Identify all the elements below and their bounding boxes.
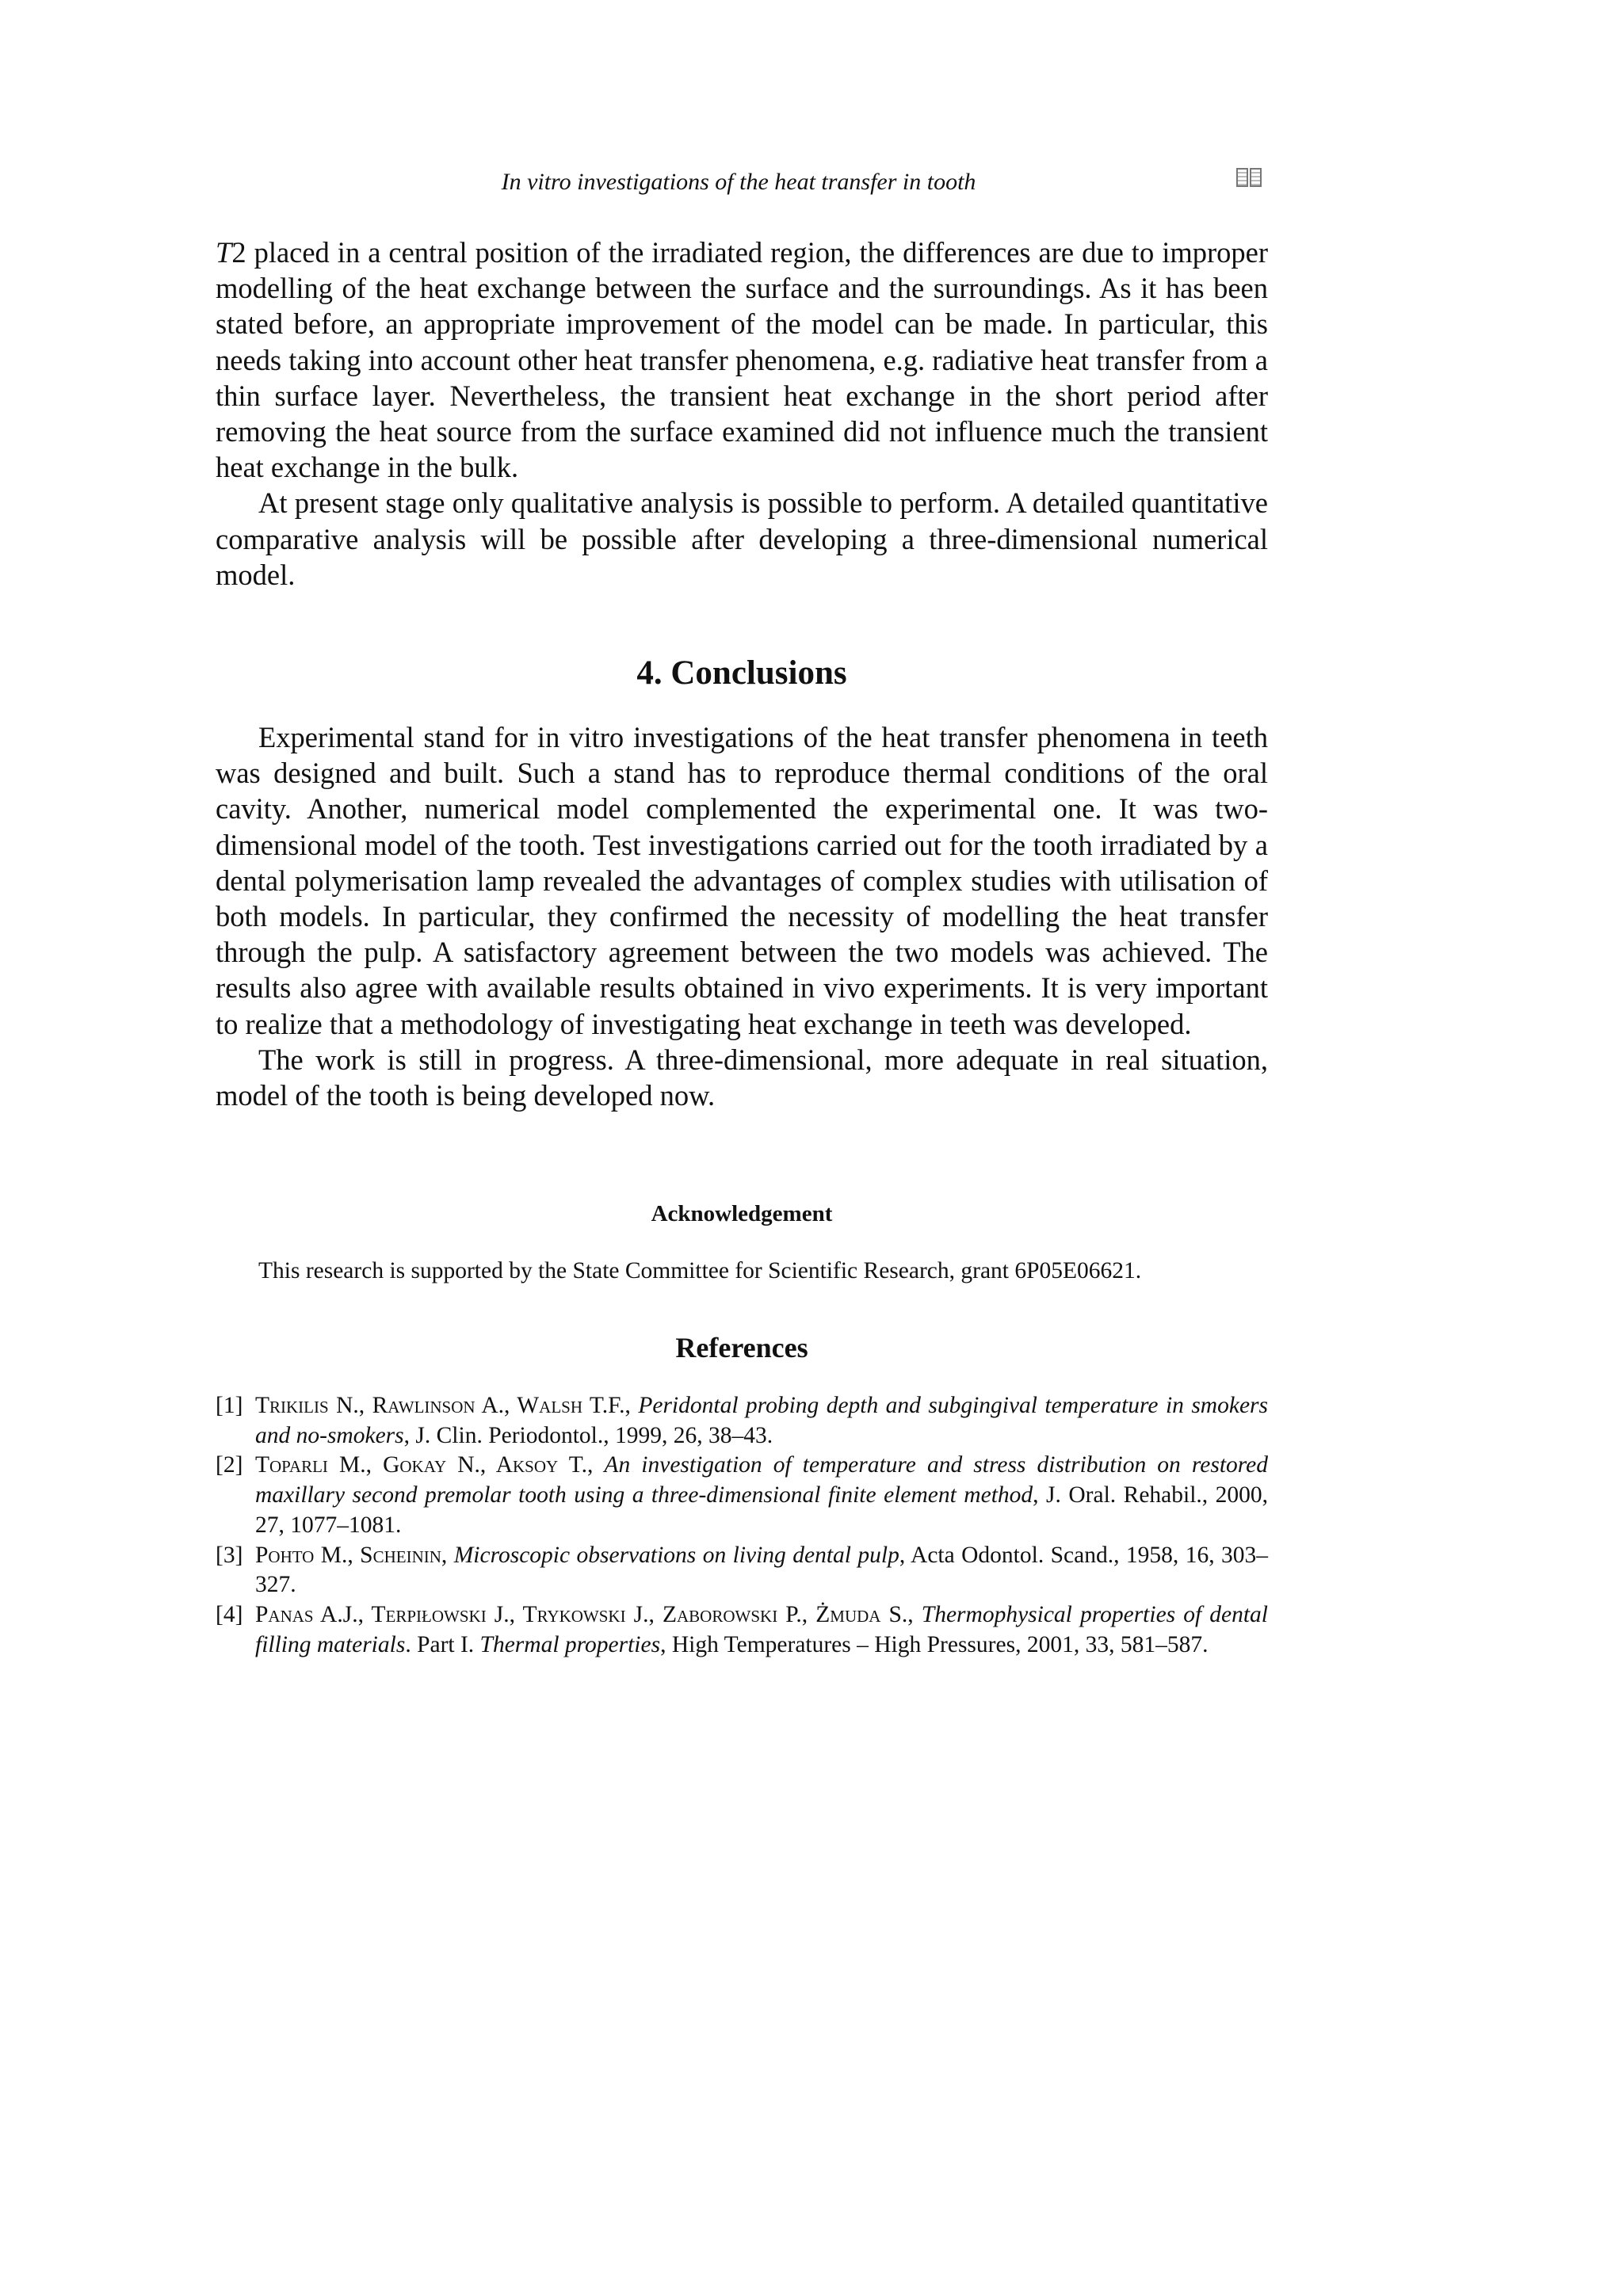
references-list bbox=[216, 1391, 1268, 1660]
reference-title: Peridontal probing depth and subgingival temperature in smokers and no-smokers bbox=[255, 1393, 1268, 1448]
acknowledgement-heading: Acknowledgement bbox=[651, 1201, 833, 1226]
reference-subtitle: Thermal properties bbox=[479, 1631, 661, 1657]
conclusions-paragraph-2: The work is still in progress. A three-dimensional, more adequate in real situation, model of the tooth is being developed now. bbox=[216, 1043, 1268, 1112]
reference-number: [3] bbox=[216, 1542, 243, 1568]
reference-source: , Acta Odontol. Scand., 1958, 16, 303–327. bbox=[255, 1542, 1268, 1598]
reference-number: [2] bbox=[216, 1452, 243, 1478]
reference-item bbox=[216, 1391, 1268, 1451]
conclusions-paragraph-1: Experimental stand for in vitro investigations of the heat transfer phenomena in teeth was designed and built. Such a stand has to reproduce thermal conditions of the oral cavity. Another, numerical model complemented the experimental one. It was two-dimensional model of the tooth. Test investigations carried out for the tooth irradiated by a dental polymerisation lamp revealed the advantages of complex studies with utilisation of both models. In particular, they confirmed the necessity of modelling the heat transfer through the pulp. A satisfactory agreement between the two models was achieved. The results also agree with available results obtained in vivo experiments. It is very important to realize that a methodology of investigating heat exchange in teeth was developed. bbox=[216, 721, 1268, 1040]
reference-authors: Pohto M., Scheinin, bbox=[255, 1542, 448, 1568]
reference-mid: . Part I. bbox=[405, 1631, 480, 1657]
reference-authors: Toparli M., Gokay N., Aksoy T., bbox=[255, 1452, 594, 1478]
reference-authors: Panas A.J., Terpiłowski J., Trykowski J., Zaborowski P., Żmuda S., bbox=[255, 1601, 914, 1627]
intro-paragraph-1-text: 2 placed in a central position of the irradiated region, the differences are due to improper modelling of the heat exchange between the surface and the surroundings. As it has been stated before, an appropriate improvement of the model can be made. In particular, this needs taking into account other heat transfer phenomena, e.g. radiative heat transfer from a thin surface layer. Nevertheless, the transient heat exchange in the short period after removing the heat source from the surface examined did not influence much the transient heat exchange in the bulk. bbox=[216, 236, 1268, 484]
intro-text bbox=[216, 235, 1268, 593]
variable-t: T bbox=[216, 236, 232, 269]
page-digit-glyph bbox=[1250, 168, 1262, 187]
running-header: In vitro investigations of the heat transfer in tooth bbox=[501, 169, 976, 195]
acknowledgement-text: This research is supported by the State Committee for Scientific Research, grant 6P05E06621. bbox=[258, 1258, 1142, 1283]
reference-item bbox=[216, 1541, 1268, 1600]
reference-item bbox=[216, 1600, 1268, 1660]
intro-paragraph-2: At present stage only qualitative analysis is possible to perform. A detailed quantitative comparative analysis will be possible after developing a three-dimensional numerical model. bbox=[216, 486, 1268, 591]
reference-source: , J. Clin. Periodontol., 1999, 26, 38–43. bbox=[403, 1422, 773, 1448]
reference-item bbox=[216, 1451, 1268, 1540]
reference-number: [4] bbox=[216, 1601, 243, 1627]
reference-number: [1] bbox=[216, 1393, 243, 1418]
reference-authors: Trikilis N., Rawlinson A., Walsh T.F., bbox=[255, 1393, 631, 1418]
reference-title: Thermophysical properties of dental filling materials bbox=[255, 1601, 1268, 1657]
reference-title: Microscopic observations on living dental pulp bbox=[453, 1542, 899, 1568]
page-digit-glyph bbox=[1236, 168, 1248, 187]
reference-source: , J. Oral. Rehabil., 2000, 27, 1077–1081. bbox=[255, 1482, 1269, 1538]
reference-source: , High Temperatures – High Pressures, 2001, 33, 581–587. bbox=[660, 1631, 1209, 1657]
page-number-icon bbox=[1236, 168, 1262, 187]
references-heading: References bbox=[675, 1332, 808, 1363]
conclusions-text bbox=[216, 719, 1268, 1113]
section-heading-conclusions: 4. Conclusions bbox=[636, 654, 847, 692]
intro-paragraph-1 bbox=[216, 235, 1268, 485]
reference-title: An investigation of temperature and stress distribution on restored maxillary second premolar tooth using a three-dimensional finite element method bbox=[255, 1452, 1268, 1508]
